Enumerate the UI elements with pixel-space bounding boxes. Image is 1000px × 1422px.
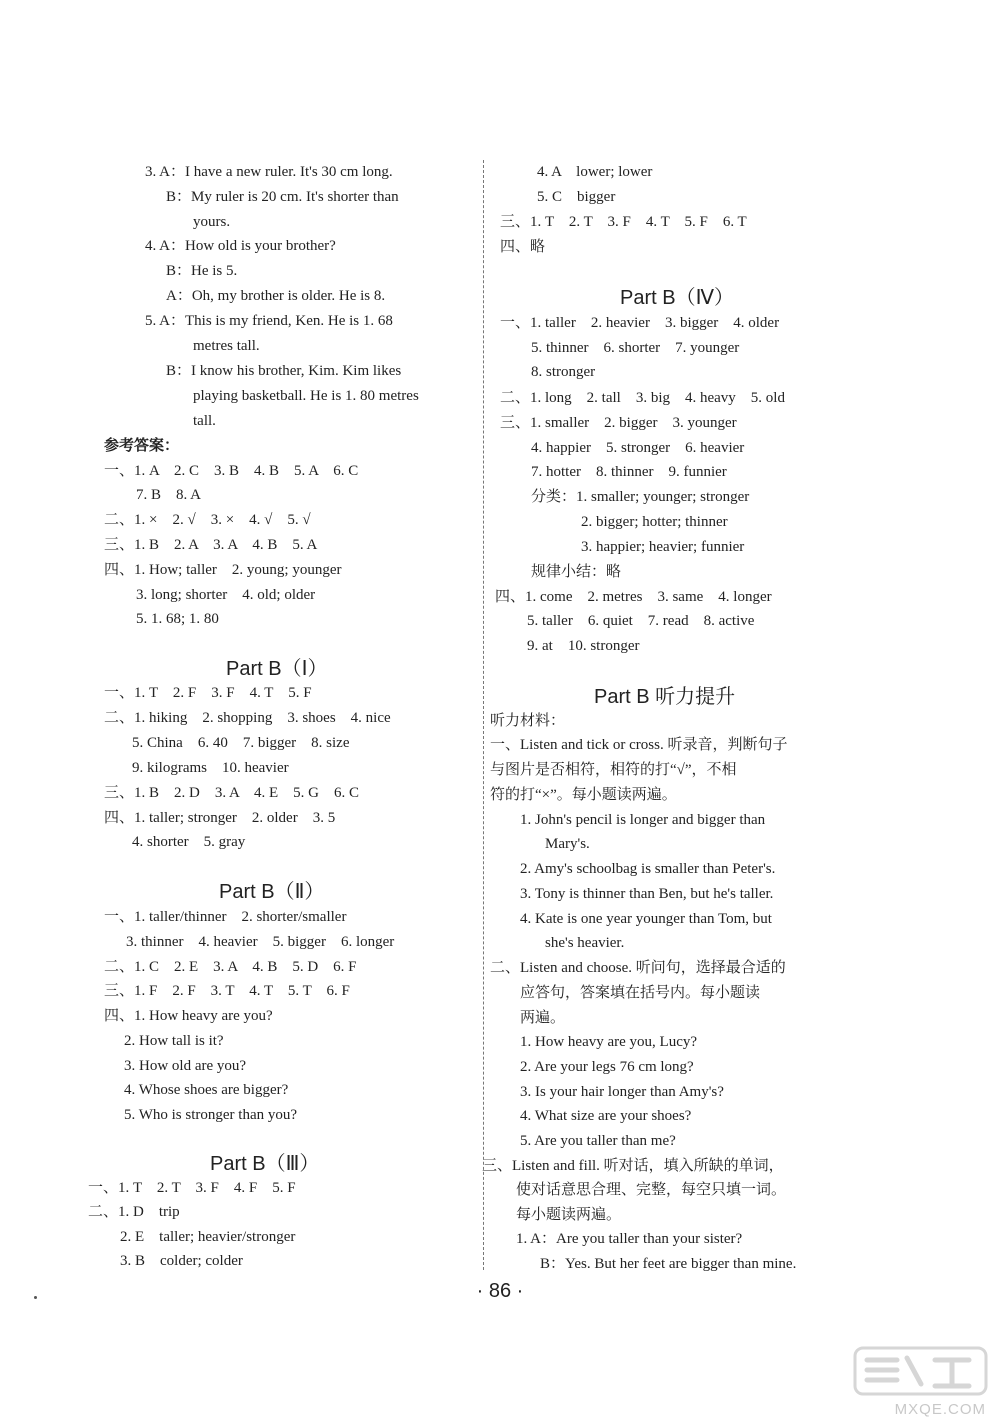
dialogue-line: B：My ruler is 20 cm. It's shorter than [166, 189, 399, 205]
dialogue-line: tall. [193, 413, 216, 429]
answer-line: 四、1. How heavy are you? [104, 1008, 273, 1024]
answer-line: 5. thinner 6. shorter 7. younger [531, 340, 740, 356]
dialogue-line: 5. A：This is my friend, Ken. He is 1. 68 [145, 313, 393, 329]
text-line: 5. Are you taller than me? [520, 1133, 676, 1149]
answer-line: 一、1. T 2. T 3. F 4. F 5. F [88, 1180, 296, 1196]
text-line: 4. What size are your shoes? [520, 1108, 692, 1124]
answer-line: 一、1. A 2. C 3. B 4. B 5. A 6. C [104, 463, 359, 479]
answer-line: 7. B 8. A [136, 487, 202, 503]
answers-heading: 参考答案： [104, 438, 180, 454]
text-line: 1. How heavy are you, Lucy? [520, 1034, 698, 1050]
answer-line: 四、1. How; taller 2. young; younger [104, 562, 342, 578]
answer-line: 5. China 6. 40 7. bigger 8. size [132, 735, 350, 751]
answer-line: 四、1. come 2. metres 3. same 4. longer [495, 589, 772, 605]
answer-line: 3. happier; heavier; funnier [581, 539, 745, 555]
dialogue-line: 3. A：I have a new ruler. It's 30 cm long. [145, 164, 393, 180]
page-number: · 86 · [476, 1280, 524, 1302]
dialogue-line: metres tall. [193, 338, 260, 354]
answer-line: 二、1. D trip [88, 1204, 180, 1220]
answer-line: 一、1. T 2. F 3. F 4. T 5. F [104, 685, 312, 701]
answer-line: 一、1. taller 2. heavier 3. bigger 4. older [500, 315, 780, 331]
answer-line: 三、1. T 2. T 3. F 4. T 5. F 6. T [500, 214, 747, 230]
answer-line: 4. happier 5. stronger 6. heavier [531, 440, 745, 456]
text-line: 符的打“×”。每小题读两遍。 [490, 787, 677, 803]
answer-line: 三、1. smaller 2. bigger 3. younger [500, 415, 737, 431]
text-line: 1. John's pencil is longer and bigger than [520, 812, 766, 828]
answer-line: 3. How old are you? [124, 1058, 247, 1074]
answer-line: 5. Who is stronger than you? [124, 1107, 298, 1123]
text-line: 使对话意思合理、完整，每空只填一词。 [516, 1182, 787, 1198]
text-line: 2. Are your legs 76 cm long? [520, 1059, 694, 1075]
text-line: 4. Kate is one year younger than Tom, but [520, 911, 772, 927]
text-line: 二、Listen and choose. 听问句，选择最合适的 [490, 960, 786, 976]
text-line: 与图片是否相符，相符的打“√”，不相 [490, 762, 737, 778]
answer-line: 二、1. long 2. tall 3. big 4. heavy 5. old [500, 390, 785, 406]
answer-line: 二、1. C 2. E 3. A 4. B 5. D 6. F [104, 959, 357, 975]
section-title: Part B（Ⅱ） [219, 881, 325, 903]
answer-line: 2. E taller; heavier/stronger [120, 1229, 296, 1245]
answer-line: 四、1. taller; stronger 2. older 3. 5 [104, 810, 336, 826]
section-title: Part B 听力提升 [594, 686, 736, 708]
dialogue-line: playing basketball. He is 1. 80 metres [193, 388, 419, 404]
dialogue-line: B：I know his brother, Kim. Kim likes [166, 363, 402, 379]
answer-line: 三、1. B 2. D 3. A 4. E 5. G 6. C [104, 785, 360, 801]
dialogue-line: 4. A：How old is your brother? [145, 238, 336, 254]
text-line: 应答句，答案填在括号内。每小题读 [520, 985, 761, 1001]
scan-speck [34, 1296, 37, 1299]
answer-line: 一、1. taller/thinner 2. shorter/smaller [104, 909, 347, 925]
answer-line: 9. at 10. stronger [527, 638, 640, 654]
answer-line: 二、1. × 2. √ 3. × 4. √ 5. √ [104, 512, 311, 528]
answer-line: 5. 1. 68; 1. 80 [136, 611, 219, 627]
answer-line: 三、1. F 2. F 3. T 4. T 5. T 6. F [104, 983, 350, 999]
answer-line: 2. bigger; hotter; thinner [581, 514, 728, 530]
text-line: she's heavier. [545, 935, 625, 951]
answer-line: 9. kilograms 10. heavier [132, 760, 289, 776]
answer-line: 5. taller 6. quiet 7. read 8. active [527, 613, 755, 629]
answer-line: 7. hotter 8. thinner 9. funnier [531, 464, 727, 480]
answer-line: 3. thinner 4. heavier 5. bigger 6. longer [126, 934, 395, 950]
answer-line: 分类：1. smaller; younger; stronger [531, 489, 750, 505]
answer-line: 四、略 [500, 239, 546, 255]
column-divider [483, 160, 484, 1270]
text-line: 每小题读两遍。 [516, 1207, 622, 1223]
text-line: 两遍。 [520, 1010, 566, 1026]
section-title: Part B（Ⅳ） [620, 287, 735, 309]
text-line: 听力材料： [490, 713, 566, 729]
answer-line: 5. C bigger [537, 189, 616, 205]
dialogue-line: B：He is 5. [166, 263, 238, 279]
text-line: 3. Is your hair longer than Amy's? [520, 1084, 724, 1100]
text-line: 2. Amy's schoolbag is smaller than Peter's. [520, 861, 776, 877]
text-line: 3. Tony is thinner than Ben, but he's taller. [520, 886, 774, 902]
answer-line: 3. long; shorter 4. old; older [136, 587, 316, 603]
answer-line: 4. A lower; lower [537, 164, 653, 180]
text-line: 三、Listen and fill. 听对话，填入所缺的单词， [482, 1158, 784, 1174]
text-line: 1. A：Are you taller than your sister? [516, 1231, 743, 1247]
watermark-site: MXQE.COM [894, 1401, 986, 1418]
text-line: Mary's. [545, 836, 590, 852]
dialogue-line: A：Oh, my brother is older. He is 8. [166, 288, 386, 304]
section-title: Part B（Ⅲ） [210, 1153, 320, 1175]
answer-line: 3. B colder; colder [120, 1253, 243, 1269]
answer-line: 三、1. B 2. A 3. A 4. B 5. A [104, 537, 318, 553]
answer-line: 2. How tall is it? [124, 1033, 224, 1049]
text-line: 一、Listen and tick or cross. 听录音，判断句子 [490, 737, 788, 753]
dialogue-line: yours. [193, 214, 231, 230]
answer-line: 4. shorter 5. gray [132, 834, 246, 850]
answer-line: 4. Whose shoes are bigger? [124, 1082, 289, 1098]
answer-line: 规律小结：略 [531, 564, 622, 580]
section-title: Part B（Ⅰ） [226, 658, 328, 680]
answer-line: 二、1. hiking 2. shopping 3. shoes 4. nice [104, 710, 391, 726]
answer-line: 8. stronger [531, 364, 596, 380]
text-line: B：Yes. But her feet are bigger than mine. [540, 1256, 797, 1272]
